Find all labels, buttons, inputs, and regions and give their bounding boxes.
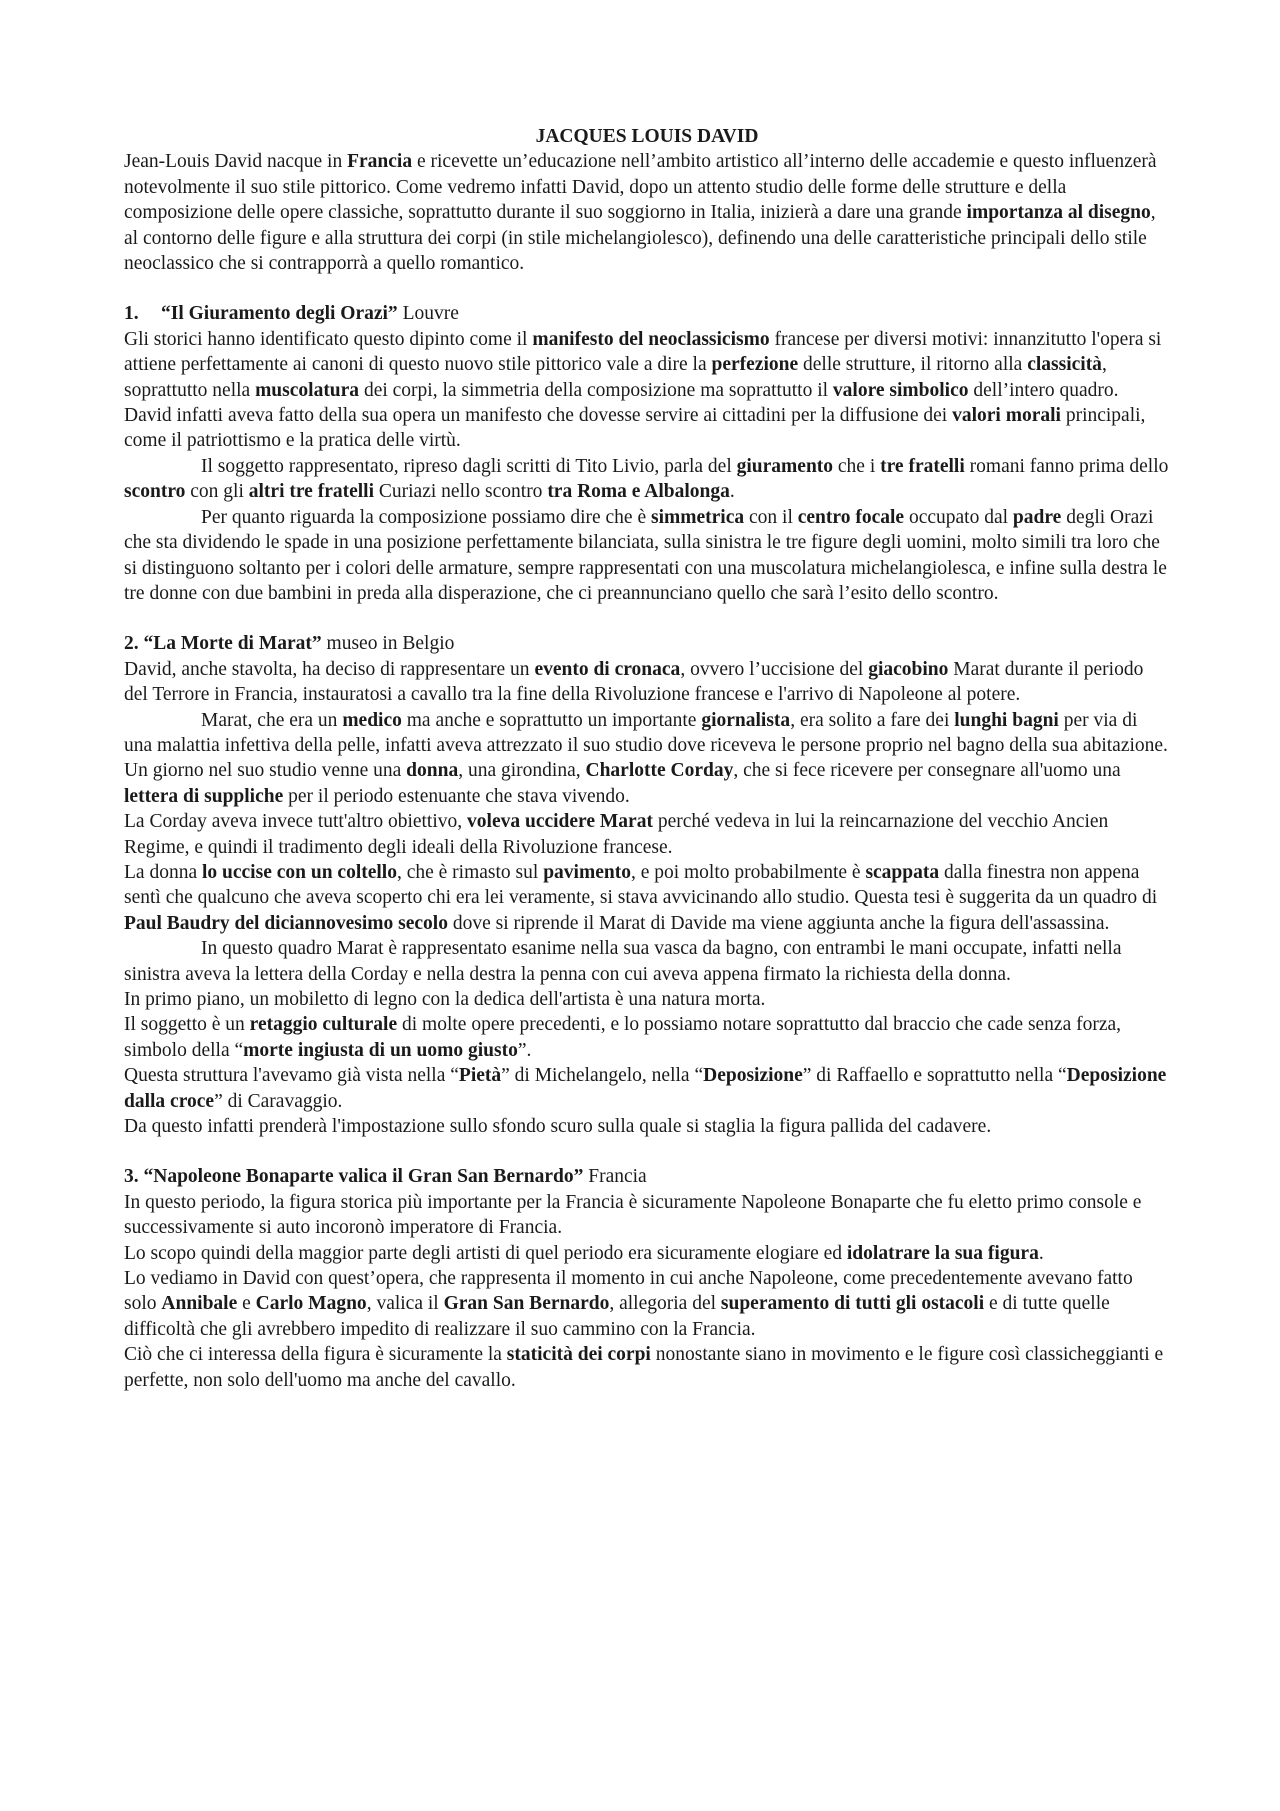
- section-spacer: [124, 1139, 1170, 1164]
- text-run: In questo periodo, la figura storica più importante per la Francia è sicuramente Napoleone Bonaparte che fu eletto primo console e successivamente si auto incoronò imperatore di Francia.: [124, 1191, 1142, 1239]
- bold-text: idolatrare la sua figura: [846, 1242, 1039, 1264]
- bold-text: lettera di suppliche: [124, 785, 284, 807]
- bold-text: tra Roma e Albalonga: [547, 481, 730, 503]
- section-number: 1.: [124, 303, 139, 325]
- text-run: ” di Raffaello e soprattutto nella “: [802, 1065, 1067, 1087]
- text-run: con gli: [185, 481, 249, 503]
- text-run: e di tutte quelle difficoltà che gli avrebbero impedito di realizzare il suo cammino con la Francia.: [124, 1293, 1110, 1340]
- text-run: dalla finestra non appena sentì che qualcuno che aveva scoperto chi era lei veramente, si stava avvicinando allo studio. Questa tesi è suggerita da un quadro di: [124, 861, 1158, 909]
- paragraph: [124, 1342, 1170, 1393]
- text-run: Gli storici hanno identificato questo dipinto come il: [124, 328, 533, 350]
- text-run: ma anche e soprattutto un importante: [401, 709, 702, 731]
- paragraph: [124, 758, 1170, 809]
- text-run: ”.: [517, 1039, 532, 1061]
- text-run: Jean-Louis David nacque in: [124, 151, 348, 173]
- text-run: Marat durante il periodo del Terrore in Francia, instauratosi a cavallo tra la fine della Rivoluzione francese e l'arrivo di Napoleone al potere.: [124, 658, 1144, 706]
- bold-text: muscolatura: [255, 379, 360, 401]
- text-run: con il: [744, 506, 798, 528]
- section-location: Francia: [583, 1166, 647, 1188]
- bold-text: pavimento: [543, 861, 631, 883]
- text-run: , ovvero l’uccisione del: [680, 658, 869, 680]
- text-run: Lo vediamo in David con quest’opera, che rappresenta il momento in cui anche Napoleone, come precedentemente avevano fatto solo: [124, 1268, 1133, 1315]
- text-run: , al contorno delle figure e alla struttura dei corpi (in stile michelangiolesco), definendo una delle caratteristiche principali dello stile neoclassico che si contrapporrà a quello romantico.: [124, 202, 1156, 275]
- text-run: La Corday aveva invece tutt'altro obiettivo,: [124, 811, 468, 833]
- bold-text: scappata: [865, 861, 940, 883]
- text-run: per il periodo estenuante che stava vivendo.: [283, 785, 630, 807]
- bold-text: evento di cronaca: [534, 658, 681, 680]
- bold-text: donna: [406, 760, 459, 782]
- bold-text: tre fratelli: [880, 455, 965, 477]
- text-run: , allegoria del: [609, 1293, 721, 1315]
- bold-text: medico: [342, 709, 402, 731]
- text-run: perché vedeva in lui la reincarnazione del vecchio Ancien Regime, e quindi il tradimento degli ideali della Rivoluzione francese.: [124, 811, 1109, 858]
- text-run: dei corpi, la simmetria della composizione ma soprattutto il: [359, 379, 833, 401]
- text-run: In questo quadro Marat è rappresentato esanime nella sua vasca da bagno, con entrambi le mani occupate, infatti nella sinistra aveva la lettera della Corday e nella destra la penna con cui aveva appena firmato la richiesta della donna.: [124, 938, 1122, 985]
- bold-text: Pietà: [458, 1065, 502, 1087]
- bold-text: Francia: [347, 151, 413, 173]
- text-run: , che è rimasto sul: [396, 861, 544, 883]
- bold-text: Paul Baudry del diciannovesimo secolo: [124, 912, 448, 934]
- bold-text: valori morali: [952, 405, 1061, 427]
- text-run: Il soggetto è un: [124, 1014, 250, 1036]
- section-number: 2.: [124, 633, 144, 655]
- paragraph: [124, 1063, 1170, 1114]
- bold-text: altri tre fratelli: [248, 481, 375, 503]
- section-title: “La Morte di Marat”: [143, 633, 322, 655]
- bold-text: morte ingiusta di un uomo giusto: [243, 1039, 518, 1061]
- text-run: per via di una malattia infettiva della pelle, infatti aveva attrezzato il suo studio dove riceveva le persone proprio nel bagno della sua abitazione.: [124, 709, 1168, 756]
- paragraph: [124, 936, 1170, 987]
- text-run: , una girondina,: [458, 760, 586, 782]
- text-run: , valica il: [366, 1293, 444, 1315]
- text-run: .: [729, 481, 735, 503]
- document-title: JACQUES LOUIS DAVID: [535, 126, 759, 147]
- text-run: dove si riprende il Marat di Davide ma viene aggiunta anche la figura dell'assassina.: [447, 912, 1110, 934]
- text-run: francese per diversi motivi: innanzitutto l'opera si attiene perfettamente ai canoni di questo nuovo stile pittorico vale a dire la: [124, 328, 1162, 376]
- text-run: David infatti aveva fatto della sua opera un manifesto che dovesse servire ai cittadini per la diffusione dei: [124, 405, 953, 427]
- bold-text: manifesto del neoclassicismo: [532, 328, 770, 350]
- bold-text: classicità: [1027, 354, 1102, 376]
- text-run: Curiazi nello scontro: [374, 481, 548, 503]
- paragraph: [124, 1190, 1170, 1241]
- bold-text: giuramento: [736, 455, 834, 477]
- text-run: degli Orazi che sta dividendo le spade in una posizione perfettamente bilanciata, sulla sinistra le tre figure degli uomini, molto simili tra loro che si distinguono soltanto per i colori delle armature, sempre rappresentati con una muscolatura michelangiolesca, e infine sulla destra le tre donne con due bambini in preda alla disperazione, che ci preannunciano quello che sarà l’esito dello scontro.: [124, 506, 1167, 604]
- paragraph: [124, 1241, 1170, 1266]
- section-heading: [124, 1164, 1170, 1189]
- bold-text: lo uccise con un coltello: [201, 861, 397, 883]
- section-title: “Napoleone Bonaparte valica il Gran San Bernardo”: [143, 1166, 584, 1188]
- text-run: Da questo infatti prenderà l'impostazione sullo sfondo scuro sulla quale si staglia la figura pallida del cadavere.: [124, 1116, 992, 1138]
- text-run: principali, come il patriottismo e la pratica delle virtù.: [124, 405, 1146, 452]
- text-run: Per quanto riguarda la composizione possiamo dire che è: [201, 506, 651, 528]
- text-run: Marat, che era un: [201, 709, 343, 731]
- text-run: , era solito a fare dei: [790, 709, 955, 731]
- bold-text: superamento di tutti gli ostacoli: [720, 1293, 985, 1315]
- bold-text: centro focale: [797, 506, 905, 528]
- text-run: ” di Michelangelo, nella “: [501, 1065, 704, 1087]
- text-run: e ricevette un’educazione nell’ambito artistico all’interno delle accademie e questo influenzerà notevolmente il suo stile pittorico. Come vedremo infatti David, dopo un attento studio delle forme delle strutture e della composizione delle opere classiche, soprattutto durante il suo soggiorno in Italia, inizierà a dare una grande: [124, 151, 1157, 224]
- document-page: [124, 124, 1170, 1393]
- section-heading: [124, 631, 1170, 656]
- paragraph: [124, 708, 1170, 759]
- paragraph: [124, 454, 1170, 505]
- text-run: dell’intero quadro.: [968, 379, 1119, 401]
- bold-text: scontro: [124, 481, 186, 503]
- text-run: occupato dal: [904, 506, 1013, 528]
- paragraph: [124, 1114, 1170, 1139]
- text-run: David, anche stavolta, ha deciso di rappresentare un: [124, 658, 535, 680]
- section-heading: [124, 301, 1170, 326]
- paragraph: [124, 1266, 1170, 1342]
- text-run: di molte opere precedenti, e lo possiamo notare soprattutto dal braccio che cade senza forza, simbolo della “: [124, 1014, 1122, 1061]
- text-run: , soprattutto nella: [124, 354, 1107, 401]
- bold-text: retaggio culturale: [249, 1014, 398, 1036]
- bold-text: valore simbolico: [832, 379, 969, 401]
- text-run: Lo scopo quindi della maggior parte degli artisti di quel periodo era sicuramente elogiare ed: [124, 1242, 847, 1264]
- section-spacer: [124, 606, 1170, 631]
- bold-text: staticità dei corpi: [506, 1344, 651, 1366]
- section-1: [124, 301, 1170, 606]
- paragraph: [124, 1012, 1170, 1063]
- text-run: , e poi molto probabilmente è: [630, 861, 866, 883]
- section-title: “Il Giuramento degli Orazi”: [161, 303, 398, 325]
- text-run: .: [1038, 1242, 1044, 1264]
- text-run: delle strutture, il ritorno alla: [798, 354, 1028, 376]
- bold-text: giacobino: [868, 658, 949, 680]
- section-location: Louvre: [397, 303, 459, 325]
- paragraph: [124, 987, 1170, 1012]
- bold-text: giornalista: [701, 709, 791, 731]
- section-location: museo in Belgio: [321, 633, 455, 655]
- text-run: che i: [833, 455, 881, 477]
- text-run: romani fanno prima dello: [964, 455, 1169, 477]
- bold-text: Gran San Bernardo: [443, 1293, 610, 1315]
- intro-paragraph: [124, 149, 1170, 276]
- bold-text: importanza al disegno: [966, 202, 1151, 224]
- text-run: e: [237, 1293, 256, 1315]
- text-run: ” di Caravaggio.: [214, 1090, 343, 1112]
- text-run: nonostante siano in movimento e le figure così classicheggianti e perfette, non solo dell'uomo ma anche del cavallo.: [124, 1344, 1164, 1391]
- bold-text: perfezione: [711, 354, 799, 376]
- bold-text: Annibale: [161, 1293, 238, 1315]
- section-spacer: [124, 276, 1170, 301]
- section-3: [124, 1164, 1170, 1393]
- paragraph: [124, 403, 1170, 454]
- sections-container: [124, 276, 1170, 1393]
- bold-text: Deposizione: [703, 1065, 803, 1087]
- bold-text: Deposizione dalla croce: [124, 1065, 1167, 1112]
- text-run: , che si fece ricevere per consegnare all'uomo una: [733, 760, 1121, 782]
- paragraph: [124, 860, 1170, 936]
- section-number: 3.: [124, 1166, 144, 1188]
- bold-text: lunghi bagni: [954, 709, 1059, 731]
- text-run: In primo piano, un mobiletto di legno con la dedica dell'artista è una natura morta.: [124, 989, 766, 1010]
- bold-text: Charlotte Corday: [585, 760, 734, 782]
- bold-text: simmetrica: [651, 506, 745, 528]
- paragraph: [124, 327, 1170, 403]
- bold-text: voleva uccidere Marat: [467, 811, 653, 833]
- bold-text: Carlo Magno: [255, 1293, 367, 1315]
- text-run: Ciò che ci interessa della figura è sicuramente la: [124, 1344, 507, 1366]
- text-run: Un giorno nel suo studio venne una: [124, 760, 407, 782]
- paragraph: [124, 505, 1170, 607]
- text-run: La donna: [124, 861, 202, 883]
- text-run: Questa struttura l'avevamo già vista nella “: [124, 1065, 459, 1087]
- paragraph: [124, 657, 1170, 708]
- section-2: [124, 631, 1170, 1139]
- text-run: Il soggetto rappresentato, ripreso dagli scritti di Tito Livio, parla del: [201, 455, 737, 477]
- bold-text: padre: [1012, 506, 1062, 528]
- paragraph: [124, 809, 1170, 860]
